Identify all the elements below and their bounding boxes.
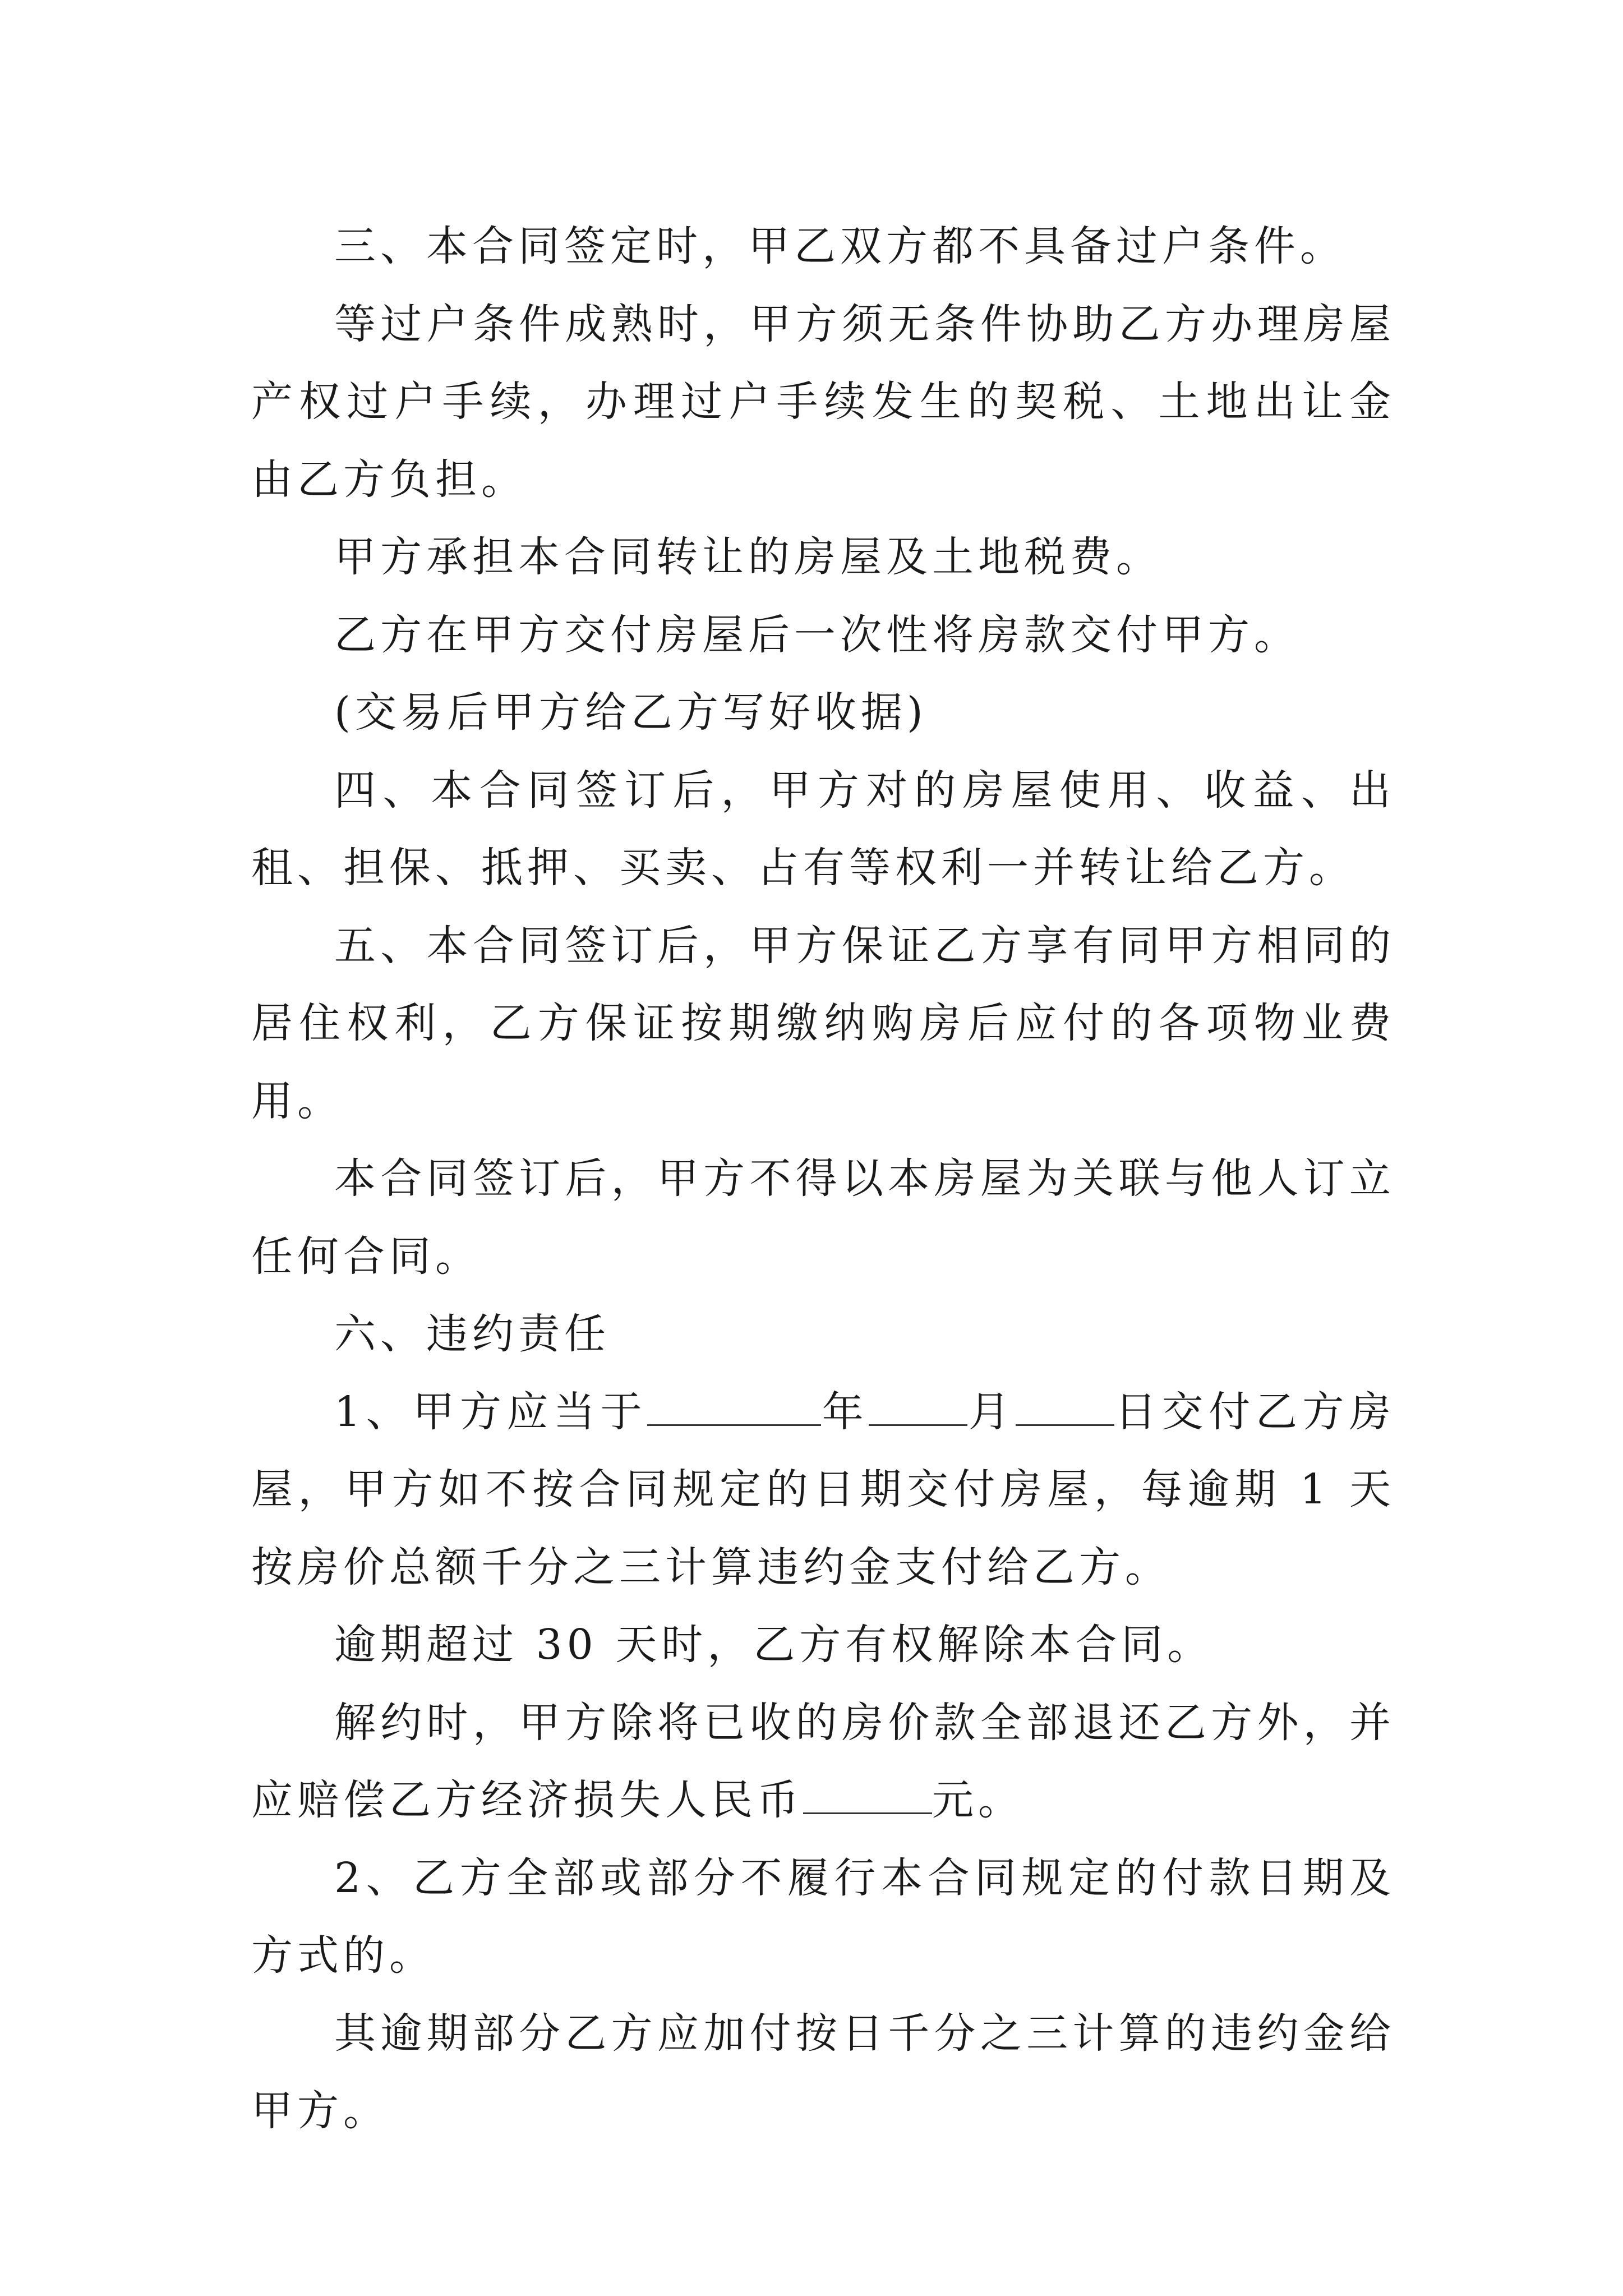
- paragraph-party-b-default: 2、乙方全部或部分不履行本合同规定的付款日期及方式的。: [251, 1853, 1395, 1980]
- paragraph-clause-4: 四、本合同签订后，甲方对的房屋使用、收益、出租、担保、抵押、买卖、占有等权利一并转让给乙方。: [251, 766, 1395, 892]
- paragraph-taxes: 甲方承担本合同转让的房屋及土地税费。: [334, 533, 1162, 581]
- paragraph-overdue-30-days: 逾期超过 30 天时，乙方有权解除本合同。: [334, 1621, 1214, 1669]
- paragraph-clause-6-heading: 六、违约责任: [334, 1310, 610, 1358]
- paragraph-clause-3: 三、本合同签定时，甲乙双方都不具备过户条件。: [334, 222, 1346, 270]
- termination-text-1: 解约时，甲方除将已收的房价款全部退还乙方外，并应赔偿乙方经济损失人民币: [251, 1698, 1395, 1824]
- paragraph-late-penalty: 其逾期部分乙方应加付按日千分之三计算的违约金给甲方。: [251, 2009, 1395, 2135]
- paragraph-payment: 乙方在甲方交付房屋后一次性将房款交付甲方。: [334, 610, 1300, 659]
- year-blank: [647, 1388, 821, 1426]
- paragraph-no-other-contracts: 本合同签订后，甲方不得以本房屋为关联与他人订立任何合同。: [251, 1154, 1395, 1281]
- delivery-text-2: 年: [821, 1387, 869, 1436]
- amount-blank: [803, 1777, 932, 1814]
- paragraph-delivery-date: [251, 1373, 1395, 1607]
- paragraph-transfer-conditions: 等过户条件成熟时，甲方须无条件协助乙方办理房屋产权过户手续，办理过户手续发生的契税、土地出让金由乙方负担。: [251, 300, 1395, 504]
- document-body: [251, 208, 1395, 2150]
- day-blank: [1016, 1388, 1114, 1426]
- delivery-text-1: 1、甲方应当于: [334, 1387, 648, 1436]
- month-blank: [869, 1388, 967, 1426]
- termination-text-2: 元。: [932, 1776, 1024, 1824]
- paragraph-termination: [251, 1684, 1395, 1839]
- delivery-text-3: 月: [967, 1387, 1016, 1436]
- paragraph-clause-5: 五、本合同签订后，甲方保证乙方享有同甲方相同的居住权利，乙方保证按期缴纳购房后应付的各项物业费用。: [251, 921, 1395, 1125]
- paragraph-receipt-note: (交易后甲方给乙方写好收据): [334, 688, 928, 737]
- delivery-text-4: 日交付乙方房屋，甲方如不按合同规定的日期交付房屋，每逾期 1 天按房价总额千分之三计算违约金支付给乙方。: [251, 1387, 1396, 1591]
